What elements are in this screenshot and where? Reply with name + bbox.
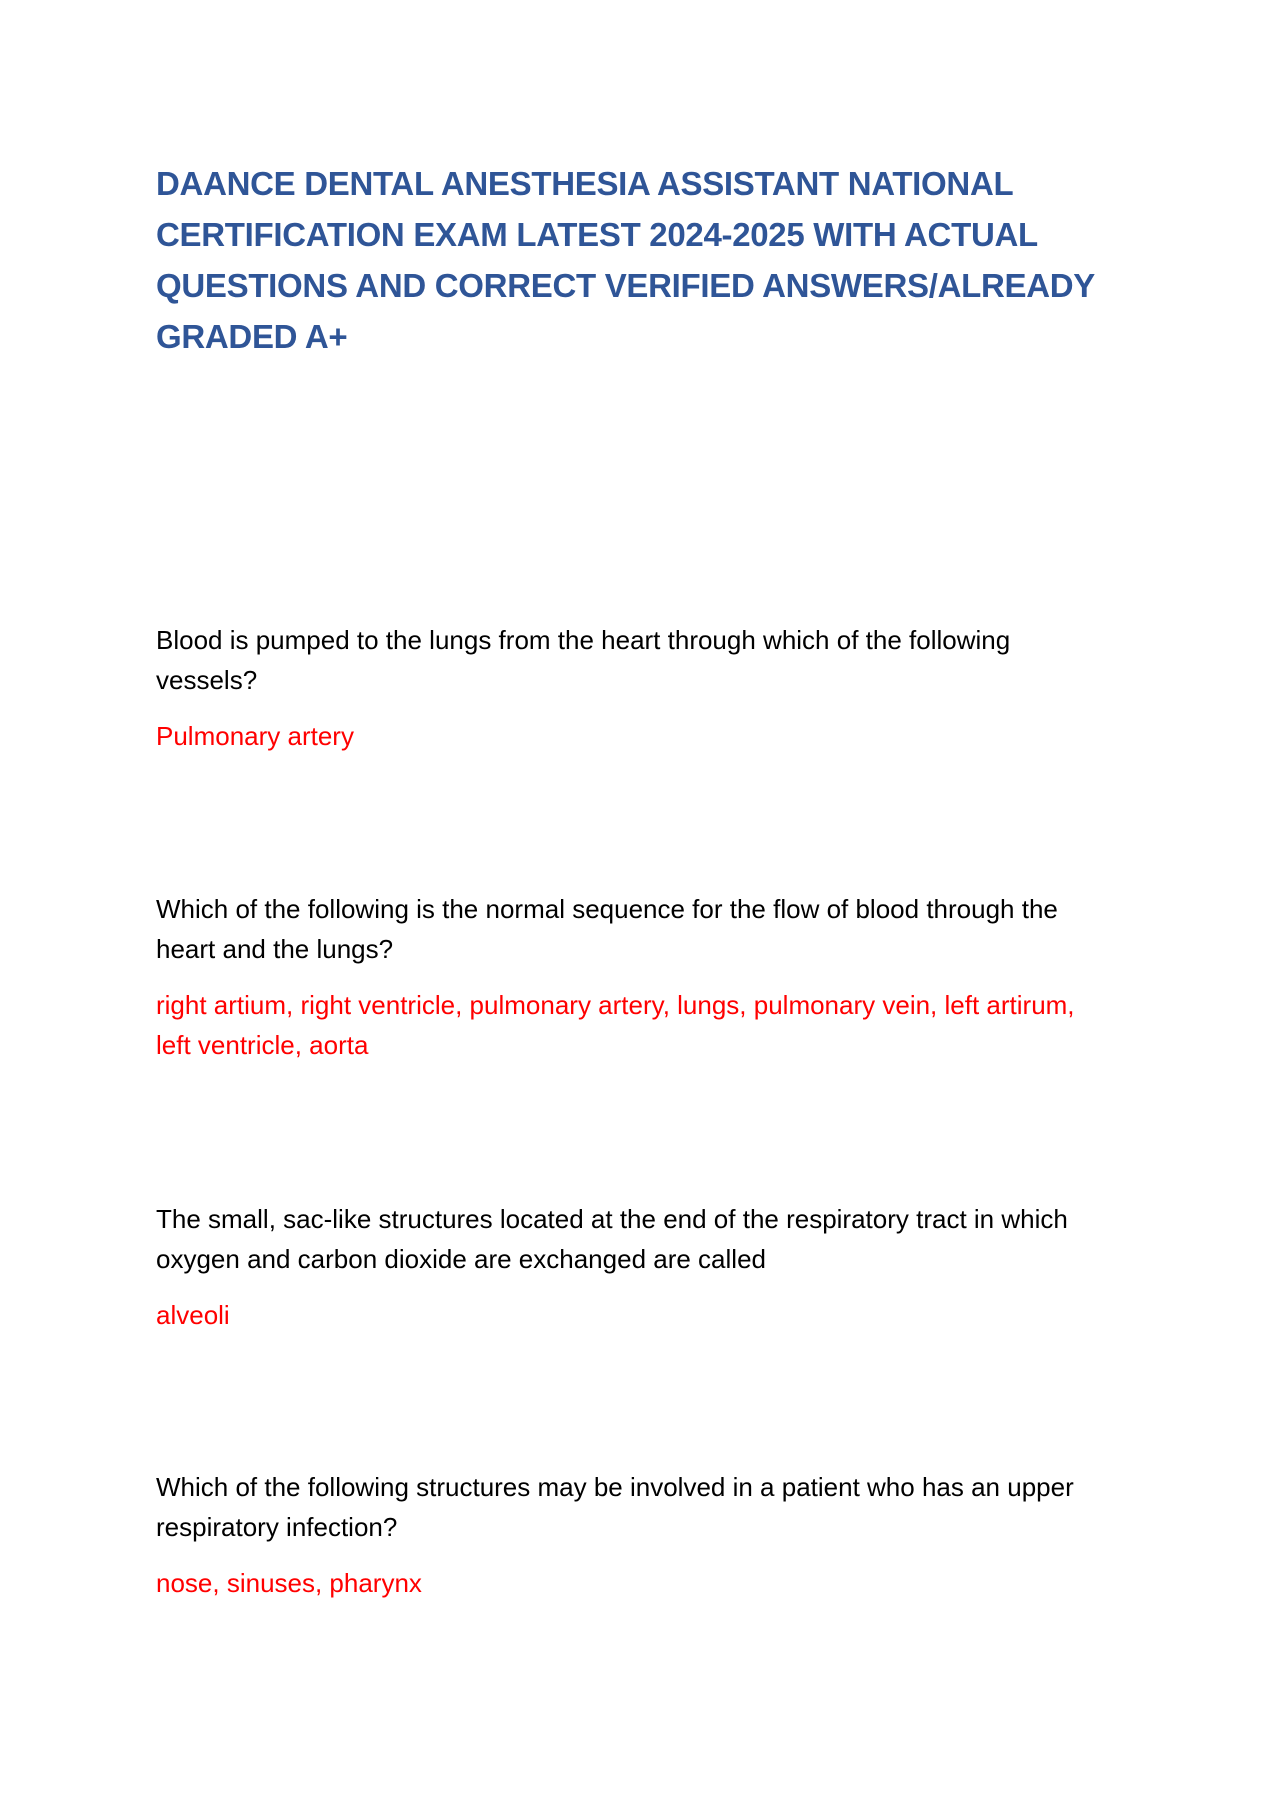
answer-text: nose, sinuses, pharynx <box>156 1568 422 1598</box>
question-text: Which of the following structures may be involved in a patient who has an upper respiratory infection? <box>156 1472 1074 1542</box>
qa-item <box>156 889 1116 1065</box>
qa-item <box>156 1467 1116 1603</box>
qa-item <box>156 620 1116 756</box>
question-text: Blood is pumped to the lungs from the heart through which of the following vessels? <box>156 625 1011 695</box>
qa-item <box>156 1199 1116 1335</box>
question-text: The small, sac-like structures located at the end of the respiratory tract in which oxygen and carbon dioxide are exchanged are called <box>156 1204 1068 1274</box>
answer-text: alveoli <box>156 1300 230 1330</box>
answer-text: Pulmonary artery <box>156 721 354 751</box>
answer-text: right artium, right ventricle, pulmonary artery, lungs, pulmonary vein, left artirum, left ventricle, aorta <box>156 990 1075 1060</box>
question-text: Which of the following is the normal sequence for the flow of blood through the heart and the lungs? <box>156 894 1058 964</box>
document-title: DAANCE DENTAL ANESTHESIA ASSISTANT NATIONAL CERTIFICATION EXAM LATEST 2024-2025 WITH ACTUAL QUESTIONS AND CORRECT VERIFIED ANSWERS/ALREADY GRADED A+ <box>156 165 1095 355</box>
